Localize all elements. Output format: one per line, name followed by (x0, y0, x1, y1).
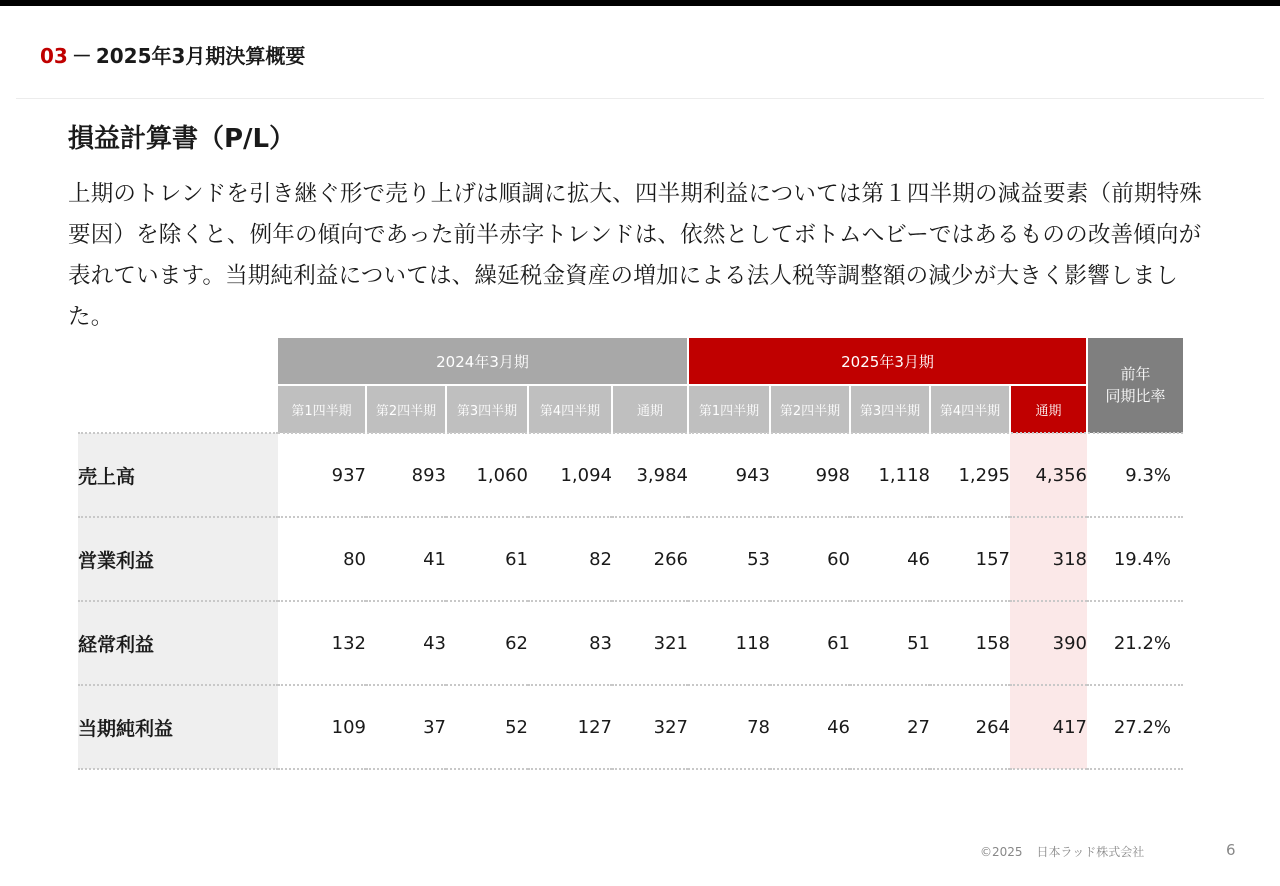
value-cell: 61 (446, 517, 528, 601)
value-cell: 80 (278, 517, 366, 601)
fullyear-cell-highlight: 417 (1010, 685, 1087, 769)
value-cell: 37 (366, 685, 446, 769)
table-row (78, 433, 1183, 517)
value-cell: 43 (366, 601, 446, 685)
fullyear-cell-highlight: 318 (1010, 517, 1087, 601)
value-cell: 937 (278, 433, 366, 517)
value-cell: 52 (446, 685, 528, 769)
value-cell: 51 (850, 601, 930, 685)
row-label: 当期純利益 (78, 685, 278, 769)
page-number: 6 (1226, 841, 1236, 859)
fullyear-header-2025: 通期 (1010, 385, 1087, 433)
group-header-2025: 2025年3月期 (688, 338, 1087, 385)
table-row (78, 601, 1183, 685)
yoy-header-line1: 前年 (1120, 365, 1151, 383)
value-cell: 132 (278, 601, 366, 685)
value-cell: 157 (930, 517, 1010, 601)
value-cell: 46 (850, 517, 930, 601)
company-name: 日本ラッド株式会社 (1036, 845, 1145, 859)
fullyear-cell: 3,984 (612, 433, 688, 517)
table-row (78, 517, 1183, 601)
group-header-2024: 2024年3月期 (278, 338, 688, 385)
value-cell: 27 (850, 685, 930, 769)
value-cell: 78 (688, 685, 770, 769)
quarter-header-2025: 第1四半期 (688, 385, 770, 433)
row-label: 営業利益 (78, 517, 278, 601)
top-bar (0, 0, 1280, 6)
value-cell: 118 (688, 601, 770, 685)
yoy-cell: 9.3% (1087, 433, 1183, 517)
quarter-header-2024: 第2四半期 (366, 385, 446, 433)
pl-table (78, 338, 1183, 770)
value-cell: 46 (770, 685, 850, 769)
fullyear-cell: 266 (612, 517, 688, 601)
value-cell: 264 (930, 685, 1010, 769)
section-number: 03 (40, 44, 68, 68)
footer-copyright (980, 843, 1144, 860)
value-cell: 943 (688, 433, 770, 517)
value-cell: 62 (446, 601, 528, 685)
value-cell: 109 (278, 685, 366, 769)
value-cell: 41 (366, 517, 446, 601)
copyright-text: ©2025 (980, 845, 1023, 859)
value-cell: 1,118 (850, 433, 930, 517)
quarter-header-2024: 第4四半期 (528, 385, 612, 433)
value-cell: 998 (770, 433, 850, 517)
section-header (40, 40, 305, 70)
yoy-cell: 27.2% (1087, 685, 1183, 769)
yoy-header (1087, 338, 1183, 433)
value-cell: 1,295 (930, 433, 1010, 517)
quarter-header-2024: 第1四半期 (278, 385, 366, 433)
row-label: 売上高 (78, 433, 278, 517)
fullyear-header-2024: 通期 (612, 385, 688, 433)
fullyear-cell: 327 (612, 685, 688, 769)
value-cell: 1,094 (528, 433, 612, 517)
table-row (78, 685, 1183, 769)
section-title: 2025年3月期決算概要 (95, 44, 306, 68)
yoy-cell: 19.4% (1087, 517, 1183, 601)
value-cell: 893 (366, 433, 446, 517)
value-cell: 127 (528, 685, 612, 769)
fullyear-cell-highlight: 4,356 (1010, 433, 1087, 517)
quarter-header-2025: 第3四半期 (850, 385, 930, 433)
row-label: 経常利益 (78, 601, 278, 685)
value-cell: 158 (930, 601, 1010, 685)
fullyear-cell: 321 (612, 601, 688, 685)
page-title: 損益計算書（P/L） (68, 124, 296, 154)
quarter-header-2024: 第3四半期 (446, 385, 528, 433)
quarter-header-2025: 第4四半期 (930, 385, 1010, 433)
table-corner (78, 338, 278, 433)
value-cell: 60 (770, 517, 850, 601)
quarter-header-2025: 第2四半期 (770, 385, 850, 433)
value-cell: 82 (528, 517, 612, 601)
fullyear-cell-highlight: 390 (1010, 601, 1087, 685)
value-cell: 1,060 (446, 433, 528, 517)
value-cell: 83 (528, 601, 612, 685)
value-cell: 53 (688, 517, 770, 601)
value-cell: 61 (770, 601, 850, 685)
section-separator: － (71, 44, 92, 68)
summary-text: 上期のトレンドを引き継ぐ形で売り上げは順調に拡大、四半期利益については第１四半期の減益要素（前期特殊要因）を除くと、例年の傾向であった前半赤字トレンドは、依然としてボトムへビーではあるものの改善傾向が表れています。当期純利益については、繰延税金資産の増加による法人税等調整額の減少が大きく影響しました。 (68, 181, 1202, 330)
yoy-header-line2: 同期比率 (1105, 387, 1166, 405)
header-divider (16, 98, 1264, 99)
yoy-cell: 21.2% (1087, 601, 1183, 685)
